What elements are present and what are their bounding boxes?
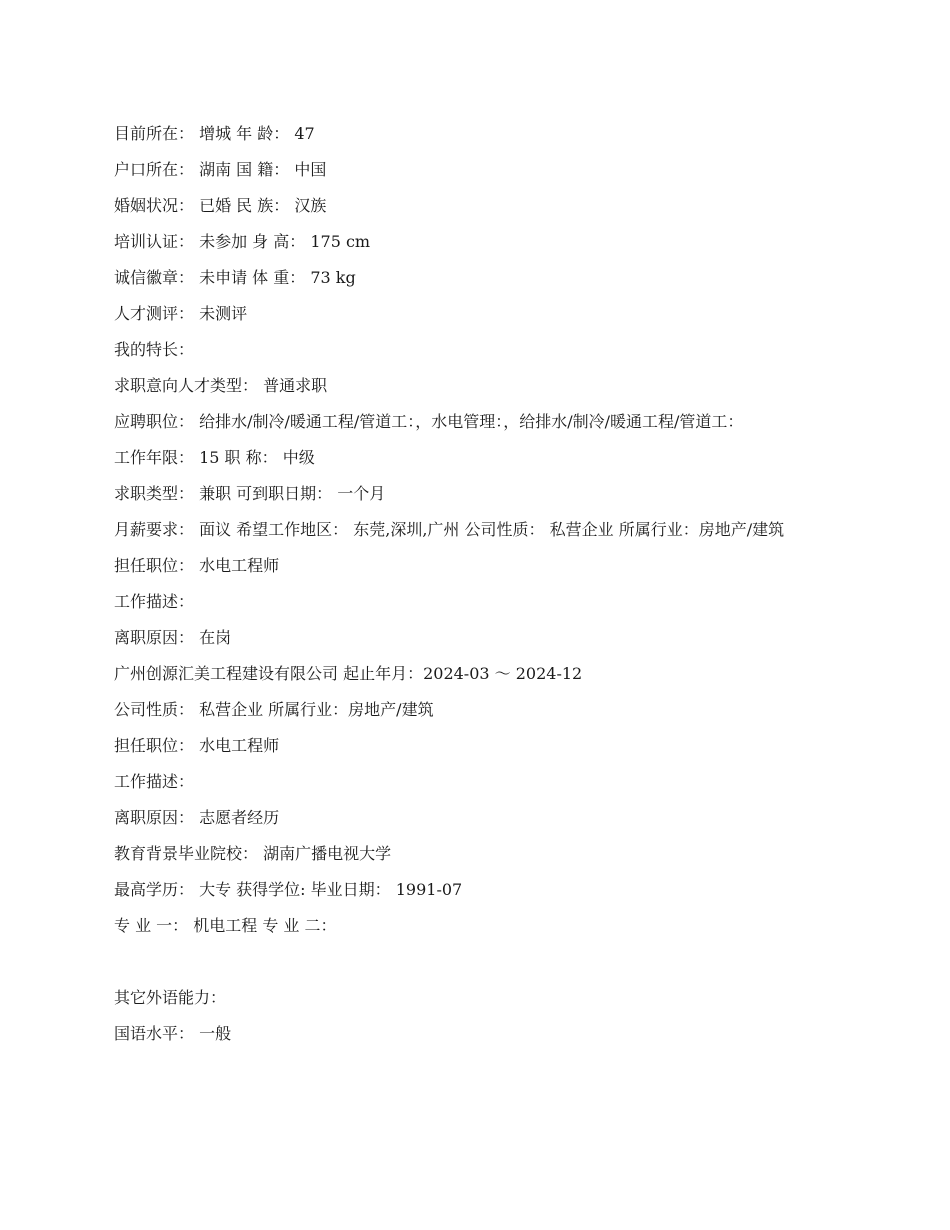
education-school-line: 教育背景毕业院校： 湖南广播电视大学 [114, 844, 392, 863]
leave-reason-line: 离职原因： 在岗 [114, 628, 232, 647]
position-held-line-2: 担任职位： 水电工程师 [114, 736, 280, 755]
specialty-line: 我的特长： [114, 340, 195, 359]
applied-position-line: 应聘职位： 给排水/制冷/暖通工程/管道工：，水电管理：，给排水/制冷/暖通工程/管道工： [114, 412, 744, 431]
work-years-line: 工作年限： 15 职 称： 中级 [114, 448, 315, 467]
hukou-line: 户口所在： 湖南 国 籍： 中国 [114, 160, 327, 179]
salary-line: 月薪要求： 面议 希望工作地区： 东莞,深圳,广州 公司性质： 私营企业 所属行业：房地产/建筑 [114, 520, 785, 539]
training-line: 培训认证： 未参加 身 高： 175 cm [114, 232, 371, 251]
talent-assessment-line: 人才测评： 未测评 [114, 304, 248, 323]
major-line: 专 业 一： 机电工程 专 业 二： [114, 916, 337, 935]
mandarin-level-line: 国语水平： 一般 [114, 1024, 232, 1043]
work-description-line: 工作描述： [114, 592, 195, 611]
position-held-line: 担任职位： 水电工程师 [114, 556, 280, 575]
company-nature-line: 公司性质： 私营企业 所属行业：房地产/建筑 [114, 700, 434, 719]
highest-degree-line: 最高学历： 大专 获得学位: 毕业日期： 1991-07 [114, 880, 463, 899]
resume-document [114, 125, 834, 1061]
job-intent-type-line: 求职意向人才类型： 普通求职 [114, 376, 328, 395]
work-description-line-2: 工作描述： [114, 772, 195, 791]
company-line: 广州创源汇美工程建设有限公司 起止年月：2024-03 ～ 2024-12 [114, 664, 583, 683]
leave-reason-line-2: 离职原因： 志愿者经历 [114, 808, 280, 827]
marital-status-line: 婚姻状况： 已婚 民 族： 汉族 [114, 196, 327, 215]
credit-badge-line: 诚信徽章： 未申请 体 重： 73 kg [114, 268, 356, 287]
other-language-line: 其它外语能力： [114, 988, 227, 1007]
current-location-line: 目前所在： 增城 年 龄： 47 [114, 124, 315, 143]
job-type-line: 求职类型： 兼职 可到职日期： 一个月 [114, 484, 386, 503]
